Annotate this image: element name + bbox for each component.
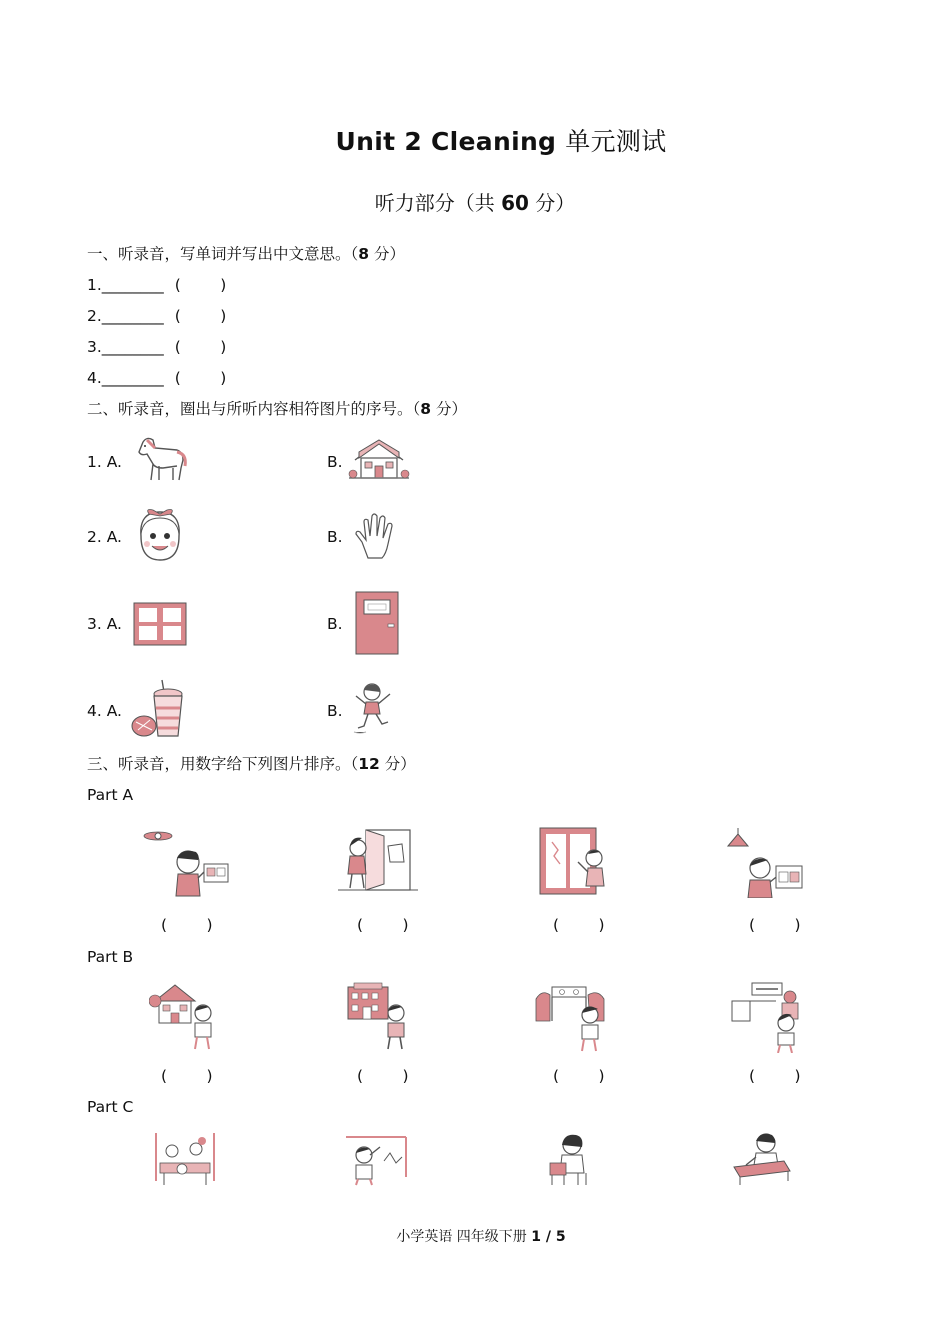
subtitle-score: 60 bbox=[501, 191, 529, 215]
juice-drink-icon[interactable] bbox=[130, 678, 190, 740]
footer-text: 小学英语 四年级下册 bbox=[396, 1229, 532, 1245]
part-b-paren-2[interactable]: ( ) bbox=[357, 1067, 409, 1085]
part-c-label: Part C bbox=[87, 1098, 134, 1116]
section2-row4-a-label[interactable]: 4. A. bbox=[87, 702, 122, 720]
section2-score: 8 bbox=[420, 400, 432, 418]
part-b-paren-3[interactable]: ( ) bbox=[553, 1067, 605, 1085]
turn-on-light-icon[interactable] bbox=[724, 826, 806, 898]
section3-score: 12 bbox=[358, 755, 380, 773]
part-a-label: Part A bbox=[87, 786, 134, 804]
section3-heading-suffix: 分） bbox=[379, 755, 416, 773]
section2-heading-suffix: 分） bbox=[431, 400, 467, 418]
section2-row1-b-label[interactable]: B. bbox=[327, 453, 343, 471]
window-icon[interactable] bbox=[132, 601, 188, 647]
subtitle-suffix: 分） bbox=[528, 191, 576, 215]
hand-icon[interactable] bbox=[352, 512, 400, 562]
page-title bbox=[0, 122, 950, 158]
section2-row1-a-label[interactable]: 1. A. bbox=[87, 453, 122, 471]
section3-heading bbox=[87, 754, 416, 774]
section2-row4-b-label[interactable]: B. bbox=[327, 702, 343, 720]
section2-row3-a-label[interactable]: 3. A. bbox=[87, 615, 122, 633]
blackboard-icon[interactable] bbox=[344, 1133, 408, 1187]
school-icon[interactable] bbox=[346, 981, 410, 1051]
part-b-label: Part B bbox=[87, 948, 134, 966]
park-icon[interactable] bbox=[534, 981, 608, 1053]
section2-heading bbox=[87, 399, 467, 419]
section3-heading-text: 三、听录音，用数字给下列图片排序。（ bbox=[87, 755, 359, 773]
page-footer bbox=[0, 1226, 950, 1246]
answer-paren[interactable]: ( ) bbox=[174, 369, 227, 387]
answer-blank[interactable]: ________ bbox=[101, 338, 164, 356]
page-total: 5 bbox=[555, 1229, 566, 1245]
page-number: 1 bbox=[531, 1229, 542, 1245]
open-door-icon[interactable] bbox=[336, 826, 420, 892]
home-icon[interactable] bbox=[149, 981, 217, 1051]
girl-face-icon[interactable] bbox=[133, 506, 187, 564]
section1-item-2 bbox=[87, 306, 226, 326]
part-a-paren-4[interactable]: ( ) bbox=[749, 916, 801, 934]
section1-heading-text: 一、听录音，写单词并写出中文意思。（ bbox=[87, 245, 359, 263]
part-a-paren-2[interactable]: ( ) bbox=[357, 916, 409, 934]
table-boy-icon[interactable] bbox=[732, 1131, 792, 1187]
part-b-paren-4[interactable]: ( ) bbox=[749, 1067, 801, 1085]
answer-blank[interactable]: ________ bbox=[101, 307, 164, 325]
subtitle-prefix: 听力部分（共 bbox=[374, 191, 502, 215]
answer-paren[interactable]: ( ) bbox=[174, 338, 227, 356]
item-number: 2. bbox=[87, 307, 102, 325]
part-a-paren-3[interactable]: ( ) bbox=[553, 916, 605, 934]
classroom-icon[interactable] bbox=[152, 1131, 218, 1187]
section2-row2-b-label[interactable]: B. bbox=[327, 528, 343, 546]
page-separator: / bbox=[541, 1229, 556, 1245]
section1-score: 8 bbox=[358, 245, 370, 263]
part-a-paren-1[interactable]: ( ) bbox=[161, 916, 213, 934]
section1-item-4 bbox=[87, 368, 226, 388]
section2-row3-b-label[interactable]: B. bbox=[327, 615, 343, 633]
section2-row2-a-label[interactable]: 2. A. bbox=[87, 528, 122, 546]
section1-heading bbox=[87, 244, 405, 264]
answer-paren[interactable]: ( ) bbox=[174, 276, 227, 294]
jumping-boy-icon[interactable] bbox=[352, 680, 398, 736]
desk-girl-icon[interactable] bbox=[546, 1133, 596, 1187]
house-icon[interactable] bbox=[347, 438, 411, 484]
title-english: Unit 2 Cleaning bbox=[335, 127, 557, 156]
turn-on-fan-icon[interactable] bbox=[140, 826, 232, 898]
clean-window-icon[interactable] bbox=[538, 826, 608, 896]
zoo-icon[interactable] bbox=[728, 981, 804, 1053]
item-number: 3. bbox=[87, 338, 102, 356]
door-icon[interactable] bbox=[354, 590, 400, 656]
horse-icon[interactable] bbox=[133, 434, 189, 486]
page-subtitle bbox=[0, 187, 950, 216]
answer-blank[interactable]: ________ bbox=[101, 276, 164, 294]
item-number: 1. bbox=[87, 276, 102, 294]
section1-item-1 bbox=[87, 275, 226, 295]
item-number: 4. bbox=[87, 369, 102, 387]
section2-heading-text: 二、听录音，圈出与所听内容相符图片的序号。（ bbox=[87, 400, 421, 418]
answer-blank[interactable]: ________ bbox=[101, 369, 164, 387]
section1-heading-suffix: 分） bbox=[369, 245, 405, 263]
answer-paren[interactable]: ( ) bbox=[174, 307, 227, 325]
part-b-paren-1[interactable]: ( ) bbox=[161, 1067, 213, 1085]
title-chinese: 单元测试 bbox=[565, 127, 667, 156]
section1-item-3 bbox=[87, 337, 226, 357]
